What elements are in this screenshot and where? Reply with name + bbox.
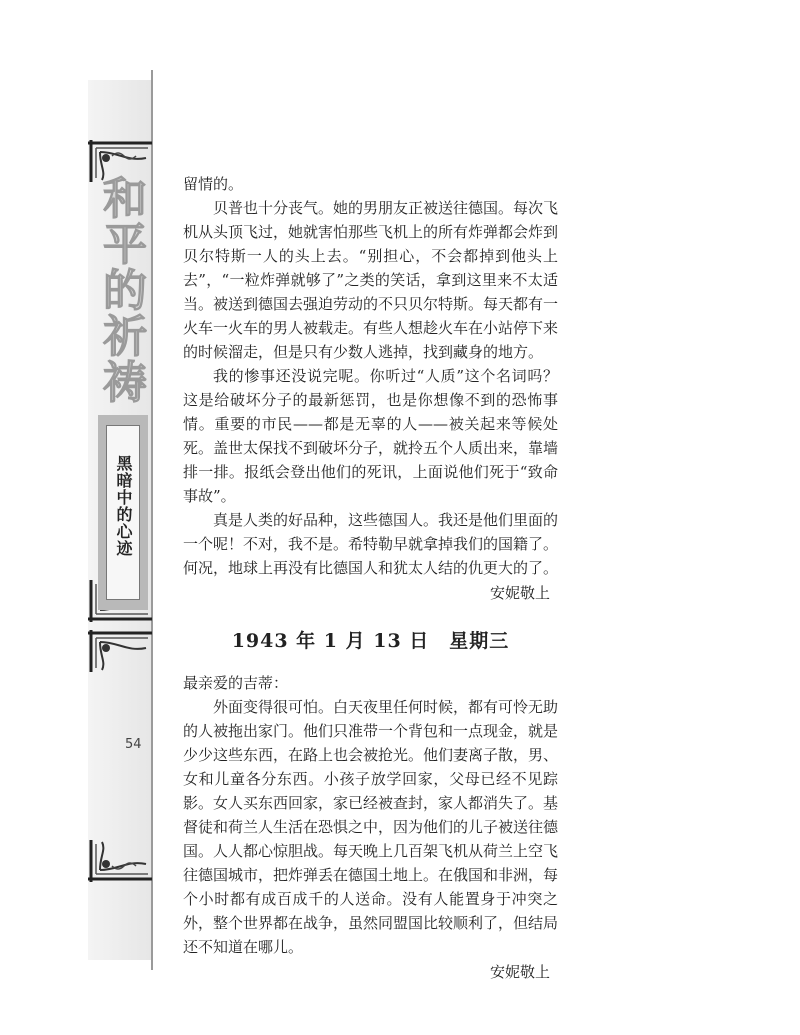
paragraph: 外面变得很可怕。白天夜里任何时候，都有可怜无助的人被拖出家门。他们只准带一个背包和一点现金，就是少少这些东西，在路上也会被抢光。他们妻离子散，男、女和儿童各分东西。小孩子放学回家，父母已经不见踪影。女人买东西回家，家已经被查封，家人都消失了。基督徒和荷兰人生活在恐惧之中，因为他们的儿子被送往德国。人人都心惊胆战。每天晚上几百架飞机从荷兰上空飞往德国城市，把炸弹丢在德国土地上。在俄国和非洲，每个小时都有成百成千的人送命。没有人能置身于冲突之外，整个世界都在战争，虽然同盟国比较顺利了，但结局还不知道在哪儿。 — [183, 698, 559, 956]
diary-entry-2 — [183, 626, 558, 983]
paragraph: 我的惨事还没说完呢。你听过“人质”这个名词吗？这是给破坏分子的最新惩罚，也是你想像不到的恐怖事情。重要的市民——都是无辜的人——被关起来等候处死。盖世太保找不到破坏分子，就拎五个人质出来，靠墙排一排。报纸会登出他们的死讯，上面说他们死于“致命事故”。 — [183, 367, 559, 505]
page-number: 54 — [125, 737, 142, 752]
corner-ornament-bottom — [88, 840, 152, 882]
paragraph: 贝普也十分丧气。她的男朋友正被送往德国。每次飞机从头顶飞过，她就害怕那些飞机上的所有炸弹都会炸到贝尔特斯一人的头上去。“别担心，不会都掉到他头上去”，“一粒炸弹就够了”之类的笑话，拿到这里来不太适当。被送到德国去强迫劳动的不只贝尔特斯。每天都有一火车一火车的男人被载走。有些人想趁火车在小站停下来的时候溜走，但是只有少数人逃掉，找到藏身的地方。 — [183, 199, 559, 361]
diary-entry-1 — [183, 172, 558, 604]
page-body — [183, 172, 558, 983]
entry-date-heading: 1943 年 1 月 13 日 星期三 — [231, 630, 510, 652]
section-title: 黑暗中的心迹 — [114, 455, 133, 557]
book-title: 和平的祈祷 — [95, 175, 146, 405]
signature: 安妮敬上 — [489, 584, 550, 602]
salutation: 最亲爱的吉蒂： — [183, 674, 289, 692]
paragraph: 真是人类的好品种，这些德国人。我还是他们里面的一个呢！不对，我不是。希特勒早就拿掉我们的国籍了。何况，地球上再没有比德国人和犹太人结的仇更大的了。 — [183, 511, 559, 577]
corner-ornament-middle-lower — [88, 630, 152, 672]
margin-rule — [151, 70, 153, 970]
paragraph: 留情的。 — [183, 175, 244, 193]
signature: 安妮敬上 — [489, 963, 550, 981]
